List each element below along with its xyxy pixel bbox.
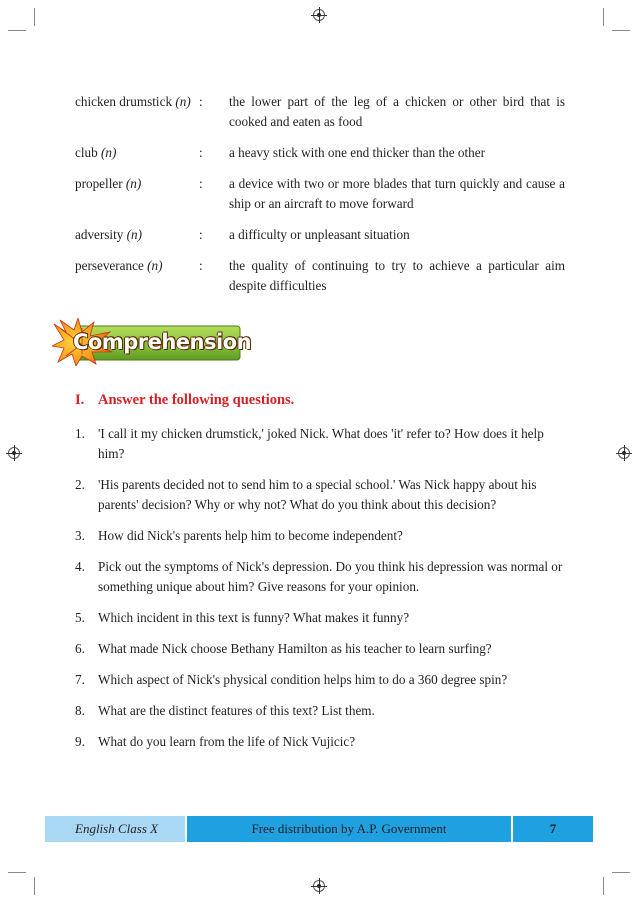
crop-mark [34,8,35,26]
glossary-colon: : [199,145,203,160]
crop-mark [34,877,35,895]
question-text: What do you learn from the life of Nick Vujicic? [98,734,356,749]
section-title: Answer the following questions. [98,392,295,408]
crop-mark [603,877,604,895]
banner-title: Comprehension [72,330,252,354]
registration-mark-icon [8,447,20,459]
list-item [75,424,565,464]
comprehension-banner [52,318,252,366]
question-text: How did Nick's parents help him to become independent? [98,528,403,543]
crop-mark [612,872,630,873]
question-text: Which aspect of Nick's physical condition helps him to do a 360 degree spin? [98,672,508,687]
part-of-speech: (n) [147,258,163,273]
glossary-row [75,256,565,296]
part-of-speech: (n) [126,227,143,242]
registration-mark-icon [313,9,325,21]
glossary-row [75,143,565,163]
question-number: 9. [75,734,85,749]
glossary-list [75,92,565,307]
section-heading [75,392,294,409]
glossary-colon: : [199,227,203,242]
term-text: adversity [75,227,124,242]
part-of-speech: (n) [175,94,191,109]
term-text: chicken drumstick [75,94,173,109]
question-text: What made Nick choose Bethany Hamilton as his teacher to learn surfing? [98,641,492,656]
question-text: 'I call it my chicken drumstick,' joked Nick. What does 'it' refer to? How does it help him? [98,426,544,461]
question-text: Pick out the symptoms of Nick's depression. Do you think his depression was normal or something unique about him? Give reasons for your opinion. [98,559,563,594]
glossary-term [75,143,199,163]
question-list [75,424,565,763]
page-number: 7 [513,816,593,842]
footer-book-title: English Class X [45,816,185,842]
list-item [75,639,565,659]
glossary-definition: a difficulty or unpleasant situation [229,227,410,242]
list-item [75,670,565,690]
section-number: I. [75,392,85,408]
term-text: perseverance [75,258,144,273]
crop-mark [8,872,26,873]
question-text: What are the distinct features of this text? List them. [98,703,375,718]
registration-mark-icon [618,447,630,459]
crop-mark [603,8,604,26]
glossary-row [75,174,565,214]
list-item [75,557,565,597]
glossary-definition: the lower part of the leg of a chicken or other bird that is cooked and eaten as food [229,94,565,129]
crop-mark [8,30,26,31]
question-number: 3. [75,528,85,543]
part-of-speech: (n) [125,176,142,191]
footer-distribution-note: Free distribution by A.P. Government [187,816,511,842]
list-item [75,475,565,515]
glossary-row [75,225,565,245]
list-item [75,701,565,721]
question-number: 8. [75,703,85,718]
registration-mark-icon [313,880,325,892]
page-footer [45,816,593,842]
question-number: 5. [75,610,85,625]
question-number: 6. [75,641,85,656]
glossary-colon: : [199,94,203,109]
crop-mark [612,30,630,31]
glossary-colon: : [199,176,203,191]
glossary-term [75,92,199,132]
term-text: club [75,145,98,160]
term-text: propeller [75,176,123,191]
glossary-colon: : [199,258,203,273]
question-number: 2. [75,477,85,492]
question-text: Which incident in this text is funny? What makes it funny? [98,610,410,625]
glossary-row [75,92,565,132]
glossary-definition: a device with two or more blades that turn quickly and cause a ship or an aircraft to move forward [229,176,565,211]
list-item [75,608,565,628]
glossary-definition: the quality of continuing to try to achieve a particular aim despite difficulties [229,258,565,293]
list-item [75,732,565,752]
list-item [75,526,565,546]
glossary-definition: a heavy stick with one end thicker than the other [229,145,485,160]
question-text: 'His parents decided not to send him to a special school.' Was Nick happy about his parents' decision? Why or why not? What do you think about this decision? [98,477,537,512]
glossary-term [75,174,199,214]
glossary-term [75,256,199,296]
question-number: 7. [75,672,85,687]
glossary-term [75,225,199,245]
question-number: 4. [75,559,85,574]
part-of-speech: (n) [101,145,117,160]
question-number: 1. [75,426,85,441]
